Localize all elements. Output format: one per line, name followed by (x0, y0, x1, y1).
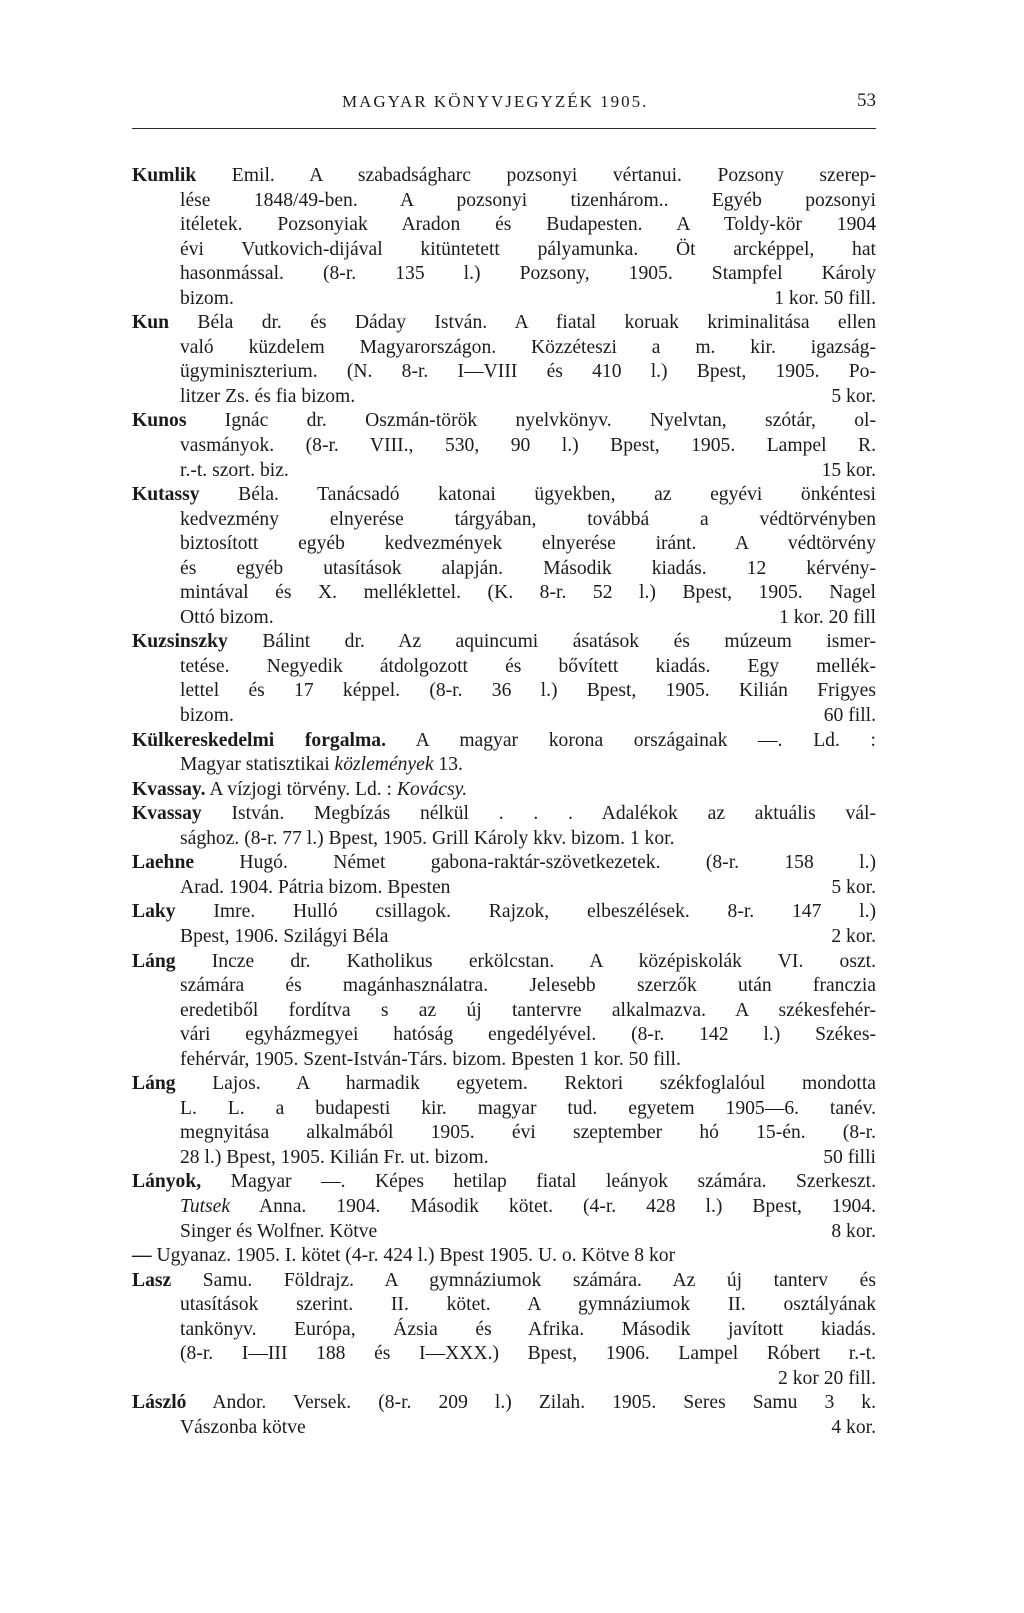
entry-text (180, 1049, 681, 1070)
page-number: 53 (857, 90, 876, 111)
entry-line (132, 1121, 876, 1146)
entry-heading: Laky (132, 901, 176, 923)
entry-text (180, 1146, 489, 1171)
entry-line-text: utasítások szerint. II. kötet. A gymnáziumok II. osztályának (180, 1294, 876, 1316)
entry-line (132, 238, 876, 263)
entry-line-text: Samu. Földrajz. A gymnáziumok számára. Az új tanterv és (202, 1269, 876, 1291)
entry-first-line (132, 851, 876, 876)
entry-first-line (132, 1244, 876, 1269)
entry-text (132, 730, 876, 751)
entry-line-text: Singer és Wolfner. Kötve (180, 1220, 378, 1242)
entry-text (180, 1196, 876, 1217)
catalog-entry (132, 900, 876, 949)
entry-text (180, 828, 675, 849)
entry-text (180, 1122, 876, 1143)
catalog-entry (132, 409, 876, 483)
entry-line (132, 606, 876, 631)
catalog-entry (132, 1269, 876, 1392)
entry-line-text: Bpest, 1906. Szilágyi Béla (180, 925, 389, 947)
entry-line (132, 827, 876, 852)
entry-price: 8 kor. (831, 1220, 876, 1242)
entry-first-line (132, 900, 876, 925)
entry-price: 5 kor. (831, 385, 876, 407)
entry-line (132, 262, 876, 287)
entry-heading: — (132, 1245, 152, 1267)
entry-heading: Kuzsinszky (132, 631, 228, 653)
entry-line (132, 1097, 876, 1122)
entry-line-text: mintával és X. melléklettel. (K. 8-r. 52 l.) Bpest, 1905. Nagel (180, 582, 876, 604)
catalog-entry (132, 950, 876, 1073)
entry-first-line (132, 630, 876, 655)
entry-heading: László (132, 1392, 187, 1414)
entry-first-line (132, 1391, 876, 1416)
entry-text (180, 1416, 306, 1441)
entry-text (180, 239, 876, 260)
entry-heading: Láng (132, 950, 176, 972)
entry-line (132, 1048, 876, 1073)
entry-line (132, 508, 876, 533)
entry-line-text: Vászonba kötve (180, 1416, 306, 1438)
header-rule (132, 128, 876, 129)
entry-line-text: Béla dr. és Dáday István. A fiatal koruak kriminalitása ellen (197, 312, 877, 334)
entry-line (132, 1416, 876, 1441)
entry-first-line (132, 950, 876, 975)
entry-price: 2 kor. (831, 925, 876, 947)
catalog-entry (132, 1072, 876, 1170)
entry-text (180, 263, 876, 284)
entry-line-text: A magyar korona országainak —. Ld. : (415, 729, 876, 751)
entry-line-text: bizom. (180, 705, 234, 727)
entry-line (132, 434, 876, 459)
entry-price: 2 kor 20 fill. (778, 1367, 876, 1389)
entry-text (132, 901, 876, 922)
catalog-entry (132, 778, 876, 803)
entry-text (180, 925, 388, 950)
entry-first-line (132, 1072, 876, 1097)
entry-text (132, 1073, 876, 1094)
entry-line (132, 1220, 876, 1245)
entry-text (132, 852, 876, 873)
catalog-entry (132, 1170, 876, 1244)
entry-line (132, 213, 876, 238)
entry-heading: Laehne (132, 852, 195, 874)
entry-line-text: lettel és 17 képpel. (8-r. 36 l.) Bpest, 1905. Kilián Frigyes (180, 680, 876, 702)
entry-line-tail: 13. (433, 754, 463, 776)
entry-line-text: Lajos. A harmadik egyetem. Rektori székfoglalóul mondotta (212, 1073, 876, 1095)
entry-line (132, 189, 876, 214)
entry-text (180, 1098, 876, 1119)
entry-price: 1 kor. 50 fill. (774, 287, 876, 309)
italic-reference: Kovácsy. (396, 778, 468, 800)
entry-line-text: Bálint dr. Az aquincumi ásatások és múzeum ismer- (262, 631, 876, 653)
italic-reference: közlemények (334, 754, 434, 776)
entry-line-text: hasonmással. (8-r. 135 l.) Pozsony, 1905. Stampfel Károly (180, 263, 876, 285)
running-head (132, 92, 876, 118)
entry-text (180, 1343, 876, 1364)
catalog-entry (132, 851, 876, 900)
entry-text (180, 1000, 876, 1021)
entry-line-text: fehérvár, 1905. Szent-István-Társ. bizom. Bpesten 1 kor. 50 fill. (180, 1048, 681, 1070)
entry-heading: Lányok, (132, 1171, 202, 1193)
entry-text (132, 1270, 876, 1291)
entry-heading: Kumlik (132, 165, 197, 186)
entry-line (132, 360, 876, 385)
entry-line (132, 974, 876, 999)
entry-text (180, 754, 463, 775)
entry-line-text: Hugó. Német gabona-raktár-szövetkezetek. (8-r. 158 l.) (239, 852, 876, 874)
entry-text (180, 509, 876, 530)
entry-line-text: megnyitása alkalmából 1905. évi szeptember hó 15-én. (8-r. (180, 1122, 876, 1144)
entry-line (132, 655, 876, 680)
entry-line-text: biztosított egyéb kedvezmények elnyerése iránt. A védtörvény (180, 533, 876, 555)
entry-text (180, 190, 876, 211)
entry-line (132, 459, 876, 484)
entry-price: 1 kor. 20 fill (779, 606, 876, 628)
catalog-entry (132, 802, 876, 851)
entry-text (132, 1171, 876, 1192)
entry-text (180, 361, 876, 382)
entry-text (132, 803, 876, 824)
entry-text (180, 876, 450, 901)
entry-line (132, 581, 876, 606)
entry-line-text: L. L. a budapesti kir. magyar tud. egyetem 1905—6. tanév. (180, 1097, 876, 1119)
entry-line-text: Incze dr. Katholikus erkölcstan. A középiskolák VI. oszt. (211, 950, 876, 972)
entry-line (132, 557, 876, 582)
entry-line-text: Ugyanaz. 1905. I. kötet (4-r. 424 l.) Bpest 1905. U. o. Kötve 8 kor (156, 1245, 676, 1267)
entry-text (132, 312, 876, 333)
entry-line-text: r.-t. szort. biz. (180, 459, 289, 481)
entry-text (180, 704, 234, 729)
entry-text (132, 779, 467, 800)
entry-text (180, 459, 289, 484)
entry-price: 15 kor. (821, 459, 876, 481)
entry-line-text: tetése. Negyedik átdolgozott és bővített kiadás. Egy mellék- (180, 655, 876, 677)
entry-text (180, 656, 876, 677)
entry-text (180, 435, 876, 456)
catalog-entry (132, 729, 876, 778)
entry-line-text: litzer Zs. és fia bizom. (180, 385, 356, 407)
catalog-entry (132, 630, 876, 728)
entry-text (180, 606, 274, 631)
entry-line-text: Imre. Hulló csillagok. Rajzok, elbeszélések. 8-r. 147 l.) (213, 901, 877, 923)
entry-line-text: István. Megbízás nélkül . . . Adalékok az aktuális vál- (231, 803, 876, 825)
entry-heading: Kun (132, 312, 170, 334)
entry-line (132, 1318, 876, 1343)
entry-line (132, 1195, 876, 1220)
entry-line-text: Andor. Versek. (8-r. 209 l.) Zilah. 1905. Seres Samu 3 k. (212, 1392, 876, 1414)
entry-line-text: Magyar —. Képes hetilap fiatal leányok számára. Szerkeszt. (230, 1171, 876, 1193)
entry-price: 5 kor. (831, 876, 876, 898)
entry-text (180, 1294, 876, 1315)
catalog-entry (132, 1244, 876, 1269)
entry-line-text: vasmányok. (8-r. VIII., 530, 90 l.) Bpest, 1905. Lampel R. (180, 435, 876, 457)
entry-line-text: ügyminiszterium. (N. 8-r. I—VIII és 410 l.) Bpest, 1905. Po- (180, 361, 876, 383)
entry-text (132, 631, 876, 652)
entry-heading: Kvassay (132, 803, 202, 825)
entry-line-text: kedvezmény elnyerése tárgyában, továbbá a védtörvényben (180, 508, 876, 530)
entry-first-line (132, 778, 876, 803)
entry-text (180, 1220, 377, 1245)
entry-heading: Kunos (132, 410, 187, 432)
entry-line (132, 1342, 876, 1367)
entry-line (132, 1293, 876, 1318)
entry-line-text: Ottó bizom. (180, 606, 274, 628)
entry-line (132, 925, 876, 950)
entry-first-line (132, 1170, 876, 1195)
entry-text (132, 165, 876, 186)
entry-line-text: 28 l.) Bpest, 1905. Kilián Fr. ut. bizom. (180, 1146, 489, 1168)
entry-line-text: (8-r. I—III 188 és I—XXX.) Bpest, 1906. Lampel Róbert r.-t. (180, 1343, 876, 1365)
entry-line-text: való küzdelem Magyarországon. Közzéteszi a m. kir. igazság- (180, 336, 876, 358)
entry-line (132, 876, 876, 901)
entry-text (180, 533, 876, 554)
entry-text (180, 975, 876, 996)
entry-line (132, 1023, 876, 1048)
entry-line (132, 679, 876, 704)
entry-line-text: sághoz. (8-r. 77 l.) Bpest, 1905. Grill Károly kkv. bizom. 1 kor. (180, 827, 675, 849)
entry-price: 4 kor. (831, 1416, 876, 1438)
entry-line-text: A vízjogi törvény. Ld. : (209, 778, 397, 800)
running-head-title: MAGYAR KÖNYVJEGYZÉK 1905. (342, 92, 649, 111)
entry-line-text: bizom. (180, 287, 234, 309)
entry-line (132, 287, 876, 312)
entry-heading: Lasz (132, 1269, 172, 1291)
entry-text (180, 558, 876, 579)
catalog-entry (132, 483, 876, 630)
italic-reference: Tutsek (180, 1195, 231, 1217)
catalog-entry (132, 1391, 876, 1440)
entry-line (132, 336, 876, 361)
catalog-entry (132, 164, 876, 311)
entry-line (132, 1146, 876, 1171)
entry-first-line (132, 802, 876, 827)
entry-text (132, 410, 876, 431)
entry-line-text: Emil. A szabadságharc pozsonyi vértanui. Pozsony szerep- (231, 165, 876, 186)
entry-line-text: itéletek. Pozsonyiak Aradon és Budapesten. A Toldy-kör 1904 (180, 214, 876, 236)
entry-price: 50 filli (823, 1146, 876, 1168)
entry-text (180, 385, 355, 410)
entry-text (180, 1024, 876, 1045)
entry-line (132, 385, 876, 410)
entry-heading: Külkereskedelmi forgalma. (132, 729, 386, 751)
entry-line (132, 753, 876, 778)
entry-first-line (132, 409, 876, 434)
entry-heading: Kutassy (132, 484, 200, 506)
entry-line-text: eredetiből fordítva s az új tantervre alkalmazva. A székesfehér- (180, 999, 876, 1021)
entry-first-line (132, 483, 876, 508)
entry-line-text: Ignác dr. Oszmán-török nyelvkönyv. Nyelvtan, szótár, ol- (224, 410, 876, 432)
entry-price: 60 fill. (823, 705, 876, 727)
entry-heading: Kvassay. (132, 778, 206, 800)
entry-line-text: évi Vutkovich-dijával kitüntetett pályamunka. Öt arcképpel, hat (180, 238, 876, 260)
entry-first-line (132, 1269, 876, 1294)
entry-text (132, 1392, 876, 1413)
catalog-entry (132, 311, 876, 409)
entry-first-line (132, 311, 876, 336)
entry-line (132, 532, 876, 557)
entry-line-tail: Anna. 1904. Második kötet. (4-r. 428 l.) Bpest, 1904. (230, 1195, 876, 1217)
entry-line (132, 1367, 876, 1392)
entry-line-text: lése 1848/49-ben. A pozsonyi tizenhárom.. Egyéb pozsonyi (180, 189, 876, 211)
entry-heading: Láng (132, 1073, 176, 1095)
entry-line-text: Arad. 1904. Pátria bizom. Bpesten (180, 876, 451, 898)
entry-line (132, 999, 876, 1024)
entry-line-text: számára és magánhasználatra. Jelesebb szerzők után franczia (180, 975, 876, 997)
entry-text (180, 680, 876, 701)
entry-text (132, 951, 876, 972)
entry-line-text: tankönyv. Európa, Ázsia és Afrika. Második javított kiadás. (180, 1318, 876, 1340)
entry-text (132, 484, 876, 505)
entry-text (180, 582, 876, 603)
entry-text (132, 1245, 675, 1266)
entry-line-text: Béla. Tanácsadó katonai ügyekben, az egyévi önkéntesi (238, 484, 877, 506)
entry-text (180, 214, 876, 235)
entry-first-line (132, 164, 876, 189)
entry-text (180, 337, 876, 358)
entry-line (132, 704, 876, 729)
entry-text (180, 287, 234, 312)
entry-first-line (132, 729, 876, 754)
entry-line-text: vári egyházmegyei hatóság engedélyével. (8-r. 142 l.) Székes- (180, 1024, 876, 1046)
entry-text (180, 1319, 876, 1340)
entry-line-text: és egyéb utasítások alapján. Második kiadás. 12 kérvény- (180, 557, 876, 579)
entry-line-text: Magyar statisztikai (180, 754, 335, 776)
catalog-entries (132, 164, 876, 1440)
